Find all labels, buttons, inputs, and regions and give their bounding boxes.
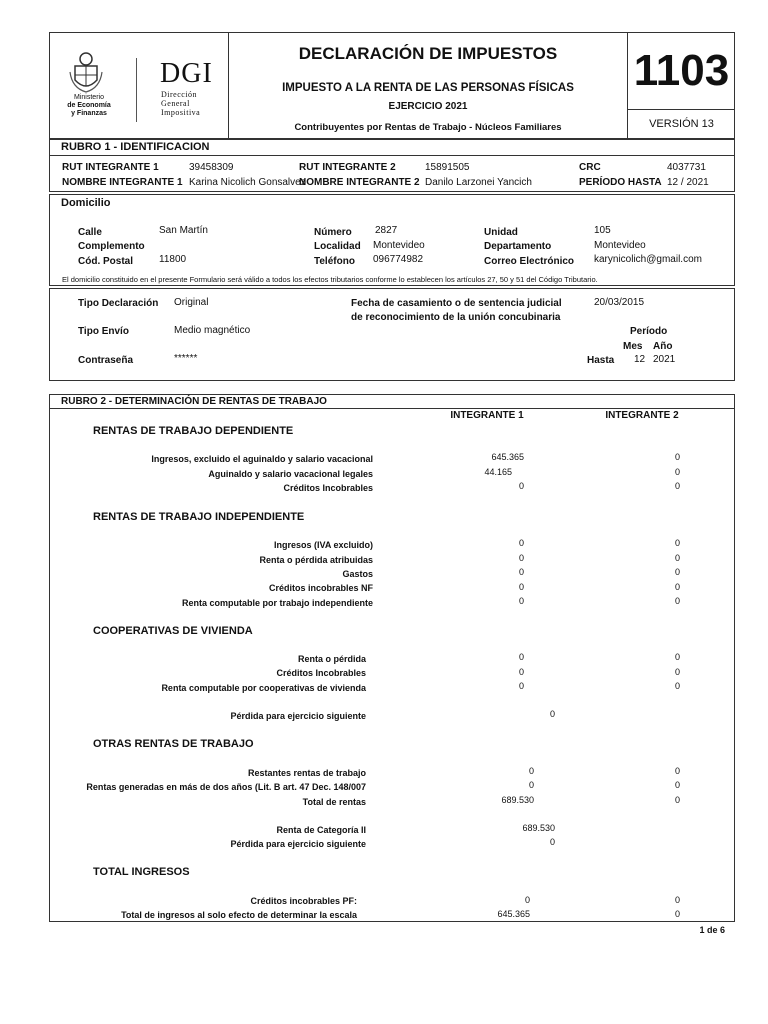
unidad-label: Unidad [484,227,518,238]
form-subtitle: IMPUESTO A LA RENTA DE LAS PERSONAS FÍSICAS [282,82,574,94]
dep-row-label: Ingresos, excluido el aguinaldo y salario vacacional [151,454,373,464]
otras-row-value-1: 689.530 [501,795,534,805]
dgi-logo: DGI [160,58,213,89]
rut2-label: RUT INTEGRANTE 2 [299,162,396,173]
otras-row-label: Total de rentas [302,797,366,807]
dep-row-label: Aguinaldo y salario vacacional legales [208,469,373,479]
coop-row-value-1: 0 [518,681,524,691]
name2-value: Danilo Larzonei Yancich [425,177,532,188]
calle-value: San Martín [159,225,208,236]
rubro2-title-divider [49,408,735,409]
tipo-envio-value: Medio magnético [174,325,251,336]
form-exercise: EJERCICIO 2021 [388,101,468,112]
unidad-value: 105 [594,225,611,236]
form-number: 1103 [633,46,730,95]
mes-value: 12 [634,354,646,365]
indep-row-label: Créditos incobrables NF [268,583,373,593]
total-row-label: Total de ingresos al solo efecto de determinar la escala [121,910,357,920]
indep-row-label: Renta computable por trabajo independiente [181,598,373,608]
header-divider-version [627,109,735,110]
localidad-label: Localidad [314,241,361,252]
dep-row-value-1: 0 [518,481,524,491]
period-value: 12 / 2021 [667,177,709,188]
correo-value: karynicolich@gmail.com [594,254,702,265]
rut1-value: 39458309 [189,162,234,173]
calle-label: Calle [78,227,102,238]
departamento-value: Montevideo [594,240,646,251]
telefono-label: Teléfono [314,256,355,267]
indep-row-value-2: 0 [674,567,680,577]
correo-label: Correo Electrónico [484,256,575,267]
indep-row-value-1: 0 [518,553,524,563]
dep-row-value-2: 0 [674,452,680,462]
indep-row-label: Ingresos (IVA excluido) [273,540,373,550]
column-integrante-2: INTEGRANTE 2 [605,410,679,421]
total-row-label: Créditos incobrables PF: [250,896,357,906]
section-dependiente: RENTAS DE TRABAJO DEPENDIENTE [93,425,294,437]
coop-row-label: Renta computable por cooperativas de vivienda [161,683,366,693]
indep-row-value-1: 0 [518,538,524,548]
dep-row-value-2: 0 [674,481,680,491]
domicilio-note: El domicilio constituido en el presente Formulario será válido a todos los efectos tributarios conforme lo establecen los artículos 27, 50 y 51 del Código Tributario. [62,275,598,284]
fecha-value: 20/03/2015 [594,297,645,308]
indep-row-label: Renta o pérdida atribuidas [259,555,373,565]
ministry-name [58,94,120,118]
renta-categoria-label: Renta de Categoría II [276,825,366,835]
anio-label: Año [653,341,673,352]
hasta-label: Hasta [587,355,615,366]
dep-row-value-2: 0 [674,467,680,477]
anio-value: 2021 [653,354,676,365]
numero-label: Número [314,227,352,238]
section-total-ingresos: TOTAL INGRESOS [93,866,190,878]
otras-row-value-2: 0 [674,780,680,790]
name1-label: NOMBRE INTEGRANTE 1 [62,177,183,188]
contrasena-value: ****** [174,353,198,364]
coop-row-value-2: 0 [674,667,680,677]
rut1-label: RUT INTEGRANTE 1 [62,162,159,173]
renta-categoria-value: 689.530 [522,823,555,833]
tipo-envio-label: Tipo Envío [78,326,129,337]
coop-row-value-2: 0 [674,681,680,691]
rubro2-title: RUBRO 2 - DETERMINACIÓN DE RENTAS DE TRABAJO [61,396,327,407]
coop-row-value-2: 0 [674,652,680,662]
crc-value: 4037731 [667,162,706,173]
fecha-label-line2: de reconocimiento de la unión concubinaria [351,312,561,323]
dgi-name-line1: Dirección [161,90,198,99]
indep-row-value-2: 0 [674,538,680,548]
coop-row-value-1: 0 [518,667,524,677]
indep-row-value-2: 0 [674,553,680,563]
perdida-ejercicio-value: 0 [549,709,555,719]
rut2-value: 15891505 [425,162,470,173]
postal-value: 11800 [159,254,187,265]
indep-row-value-1: 0 [518,567,524,577]
telefono-value: 096774982 [373,254,424,265]
periodo-label: Período [630,326,668,337]
postal-label: Cód. Postal [78,256,134,267]
otras-row-value-1: 0 [528,766,534,776]
perdida-ejercicio-2-value: 0 [549,837,555,847]
coop-row-label: Créditos Incobrables [276,668,366,678]
otras-row-value-1: 0 [528,780,534,790]
total-row-value-1: 645.365 [497,909,530,919]
form-version: VERSIÓN 13 [649,118,714,130]
tipo-declaracion-value: Original [174,297,209,308]
rubro1-title-divider [49,155,735,156]
perdida-ejercicio-2-label: Pérdida para ejercicio siguiente [230,839,366,849]
coop-row-value-1: 0 [518,652,524,662]
dep-row-value-1: 645.365 [491,452,524,462]
ministry-line3: y Finanzas [71,110,107,117]
otras-row-value-2: 0 [674,766,680,776]
dgi-name [161,90,200,117]
total-row-value-2: 0 [674,895,680,905]
name1-value: Karina Nicolich Gonsalvez [189,177,306,188]
ministry-line1: Ministerio [74,94,104,101]
page-number: 1 de 6 [699,925,725,935]
indep-row-value-1: 0 [518,596,524,606]
tipo-declaracion-label: Tipo Declaración [78,298,159,309]
indep-row-value-2: 0 [674,596,680,606]
dep-row-value-1: 44.165 [484,467,512,477]
coop-row-label: Renta o pérdida [297,654,366,664]
fecha-label-line1: Fecha de casamiento o de sentencia judicial [351,298,562,309]
departamento-label: Departamento [484,241,552,252]
crc-label: CRC [579,162,601,173]
localidad-value: Montevideo [373,240,425,251]
indep-row-value-2: 0 [674,582,680,592]
otras-row-value-2: 0 [674,795,680,805]
indep-row-label: Gastos [342,569,373,579]
perdida-ejercicio-label: Pérdida para ejercicio siguiente [230,711,366,721]
mes-label: Mes [623,341,643,352]
complemento-label: Complemento [78,241,145,252]
period-label: PERÍODO HASTA [579,177,662,188]
rubro1-title: RUBRO 1 - IDENTIFICACION [61,141,210,153]
section-cooperativas: COOPERATIVAS DE VIVIENDA [93,625,253,637]
section-independiente: RENTAS DE TRABAJO INDEPENDIENTE [93,511,305,523]
dgi-name-line2: General [161,99,190,108]
otras-row-label: Rentas generadas en más de dos años (Lit. B art. 47 Dec. 148/007 [86,782,366,792]
dgi-name-line3: Impositiva [161,108,201,117]
domicilio-title: Domicilio [61,197,111,209]
indep-row-value-1: 0 [518,582,524,592]
total-row-value-1: 0 [524,895,530,905]
name2-label: NOMBRE INTEGRANTE 2 [299,177,420,188]
form-title: DECLARACIÓN DE IMPUESTOS [298,44,558,63]
dep-row-label: Créditos Incobrables [283,483,373,493]
logo-separator [136,58,137,122]
section-otras-rentas: OTRAS RENTAS DE TRABAJO [93,738,254,750]
total-row-value-2: 0 [674,909,680,919]
form-description: Contribuyentes por Rentas de Trabajo - Núcleos Familiares [294,122,562,133]
contrasena-label: Contraseña [78,355,134,366]
column-integrante-1: INTEGRANTE 1 [450,410,524,421]
otras-row-label: Restantes rentas de trabajo [247,768,366,778]
coat-of-arms-icon [68,50,104,94]
ministry-line2: de Economía [67,102,111,109]
numero-value: 2827 [375,225,398,236]
